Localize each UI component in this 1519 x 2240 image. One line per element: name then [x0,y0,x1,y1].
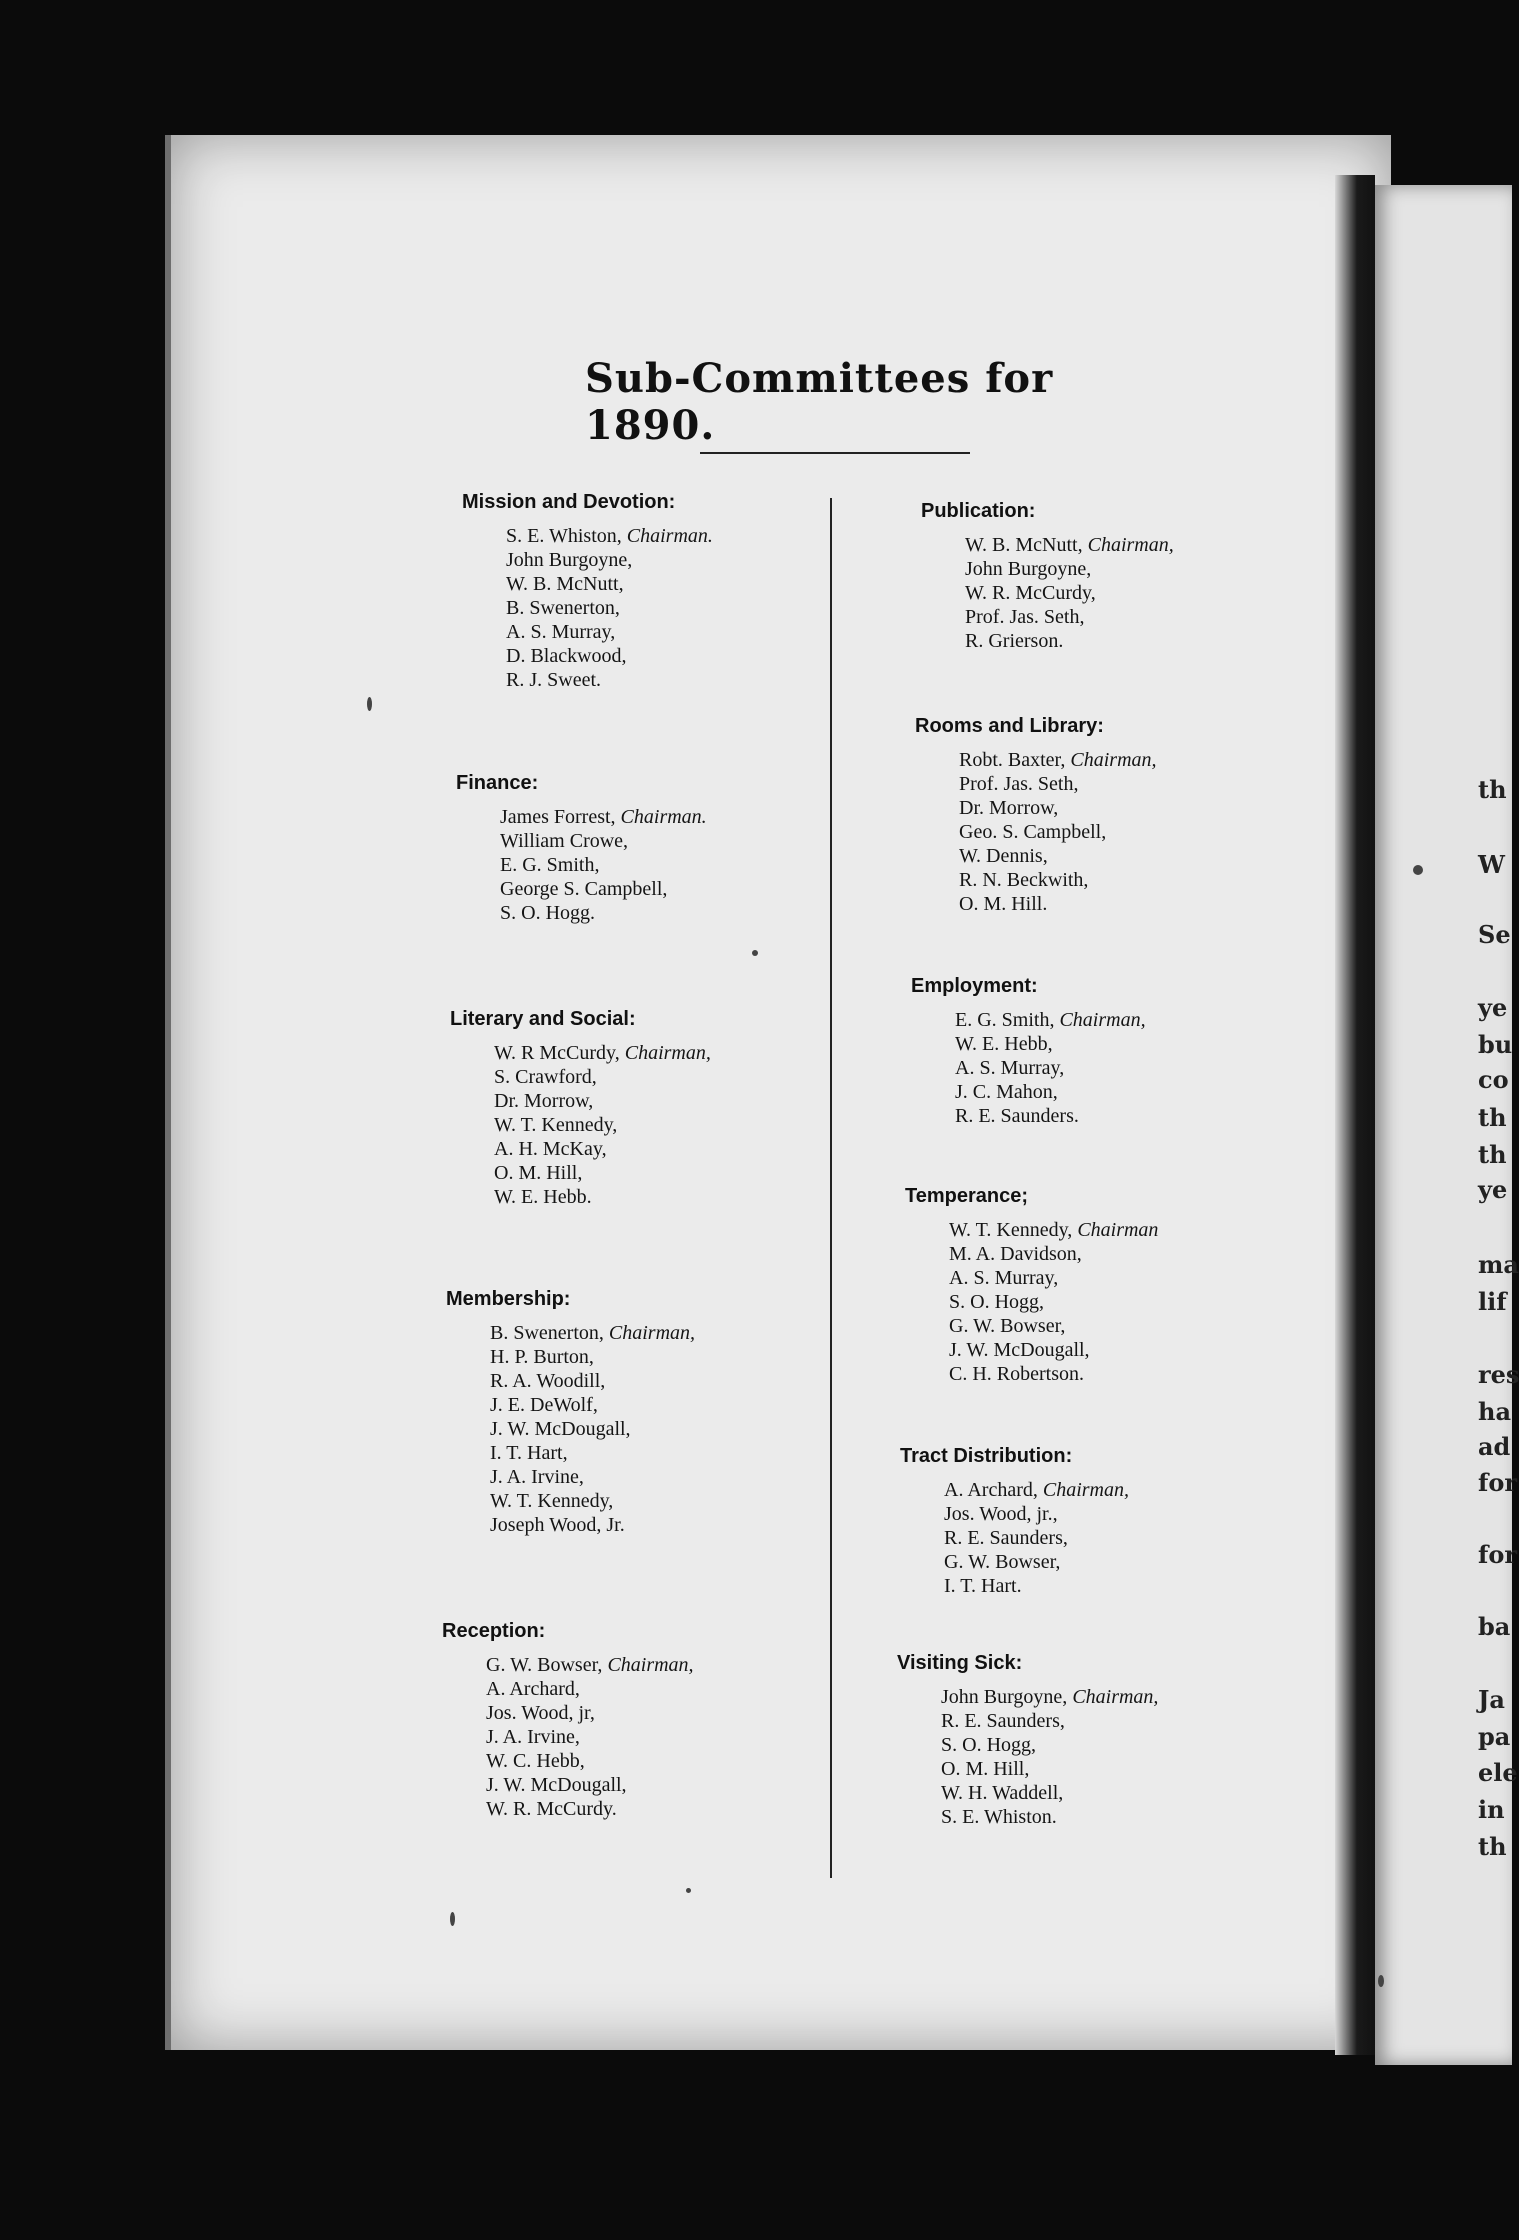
member-name: J. A. Irvine, [490,1466,584,1488]
member-entry [494,1113,711,1137]
next-page-fragment: res [1478,1360,1519,1389]
member-entry [959,748,1157,772]
member-list [486,1653,694,1821]
member-list [494,1041,711,1209]
member-name: O. M. Hill, [494,1162,583,1184]
member-entry [955,1104,1146,1128]
member-name: A. H. McKay, [494,1138,607,1160]
member-entry [965,581,1174,605]
next-page-fragment: bu [1478,1030,1513,1059]
member-entry [959,868,1157,892]
member-list [955,1008,1146,1128]
member-entry [959,844,1157,868]
member-role: Chairman, [608,1322,696,1344]
member-entry [486,1677,694,1701]
next-page-fragment: ha [1478,1397,1511,1426]
paper-speck [686,1888,691,1893]
member-name: J. C. Mahon, [955,1081,1058,1103]
member-entry [959,820,1157,844]
member-name: W. H. Waddell, [941,1782,1064,1804]
member-name: B. Swenerton, [506,597,620,619]
member-entry [949,1338,1158,1362]
member-entry [949,1290,1158,1314]
member-name: R. Grierson. [965,630,1064,652]
member-entry [941,1709,1158,1733]
member-entry [494,1185,711,1209]
member-entry [965,605,1174,629]
member-entry [494,1065,711,1089]
member-entry [949,1362,1158,1386]
member-entry [506,644,713,668]
title-rule [700,452,970,454]
member-list [506,524,713,692]
committee-section [905,1185,1158,1386]
member-entry [494,1089,711,1113]
member-entry [506,572,713,596]
member-name: S. Crawford, [494,1066,597,1088]
committee-section [446,1288,695,1537]
member-name: E. G. Smith, [500,854,600,876]
next-page-fragment: pa [1478,1722,1511,1751]
member-entry [490,1393,695,1417]
member-entry [494,1041,711,1065]
member-name: W. T. Kennedy, [949,1219,1078,1241]
member-name: R. E. Saunders. [955,1105,1079,1127]
committee-section [462,491,713,692]
committee-heading: Mission and Devotion: [462,491,676,513]
member-entry [941,1781,1158,1805]
paper-speck [367,697,372,711]
member-name: Geo. S. Campbell, [959,821,1107,843]
member-role: Chairman, [1087,534,1174,556]
member-name: W. T. Kennedy, [494,1114,618,1136]
member-role: Chairman. [620,806,707,828]
member-name: J. W. McDougall, [949,1339,1090,1361]
committee-heading: Finance: [456,772,539,794]
next-page-fragment: ad [1478,1432,1511,1461]
member-entry [955,1032,1146,1056]
committee-heading: Employment: [911,975,1038,997]
next-page-fragment: lif [1478,1287,1507,1316]
member-name: G. W. Bowser, [949,1315,1066,1337]
committee-section [915,715,1157,916]
member-role: Chairman, [1059,1009,1146,1031]
committee-heading: Literary and Social: [450,1008,636,1030]
member-entry [941,1733,1158,1757]
member-entry [486,1725,694,1749]
member-name: Joseph Wood, Jr. [490,1514,625,1536]
member-name: W. Dennis, [959,845,1048,867]
next-page-fragment: in [1478,1795,1505,1824]
member-name: A. Archard, [486,1678,580,1700]
member-name: John Burgoyne, [941,1686,1073,1708]
member-list [490,1321,695,1537]
member-entry [949,1314,1158,1338]
member-name: A. S. Murray, [506,621,616,643]
member-name: O. M. Hill, [941,1758,1030,1780]
member-name: S. E. Whiston. [941,1806,1057,1828]
member-name: J. A. Irvine, [486,1726,580,1748]
member-entry [944,1574,1129,1598]
member-name: G. W. Bowser, [944,1551,1061,1573]
member-entry [506,620,713,644]
member-name: Jos. Wood, jr., [944,1503,1058,1525]
member-entry [486,1653,694,1677]
next-page-fragment: th [1478,1140,1507,1169]
member-entry [944,1478,1129,1502]
member-entry [500,877,707,901]
member-name: R. J. Sweet. [506,669,601,691]
member-name: William Crowe, [500,830,629,852]
column-divider [830,498,832,1878]
member-role: Chairman, [1070,749,1157,771]
member-name: Robt. Baxter, [959,749,1071,771]
member-name: M. A. Davidson, [949,1243,1082,1265]
member-entry [506,668,713,692]
member-entry [944,1550,1129,1574]
member-entry [955,1056,1146,1080]
member-name: H. P. Burton, [490,1346,594,1368]
member-name: R. A. Woodill, [490,1370,606,1392]
member-name: Jos. Wood, jr, [486,1702,595,1724]
committee-heading: Temperance; [905,1185,1029,1207]
committee-section [897,1652,1158,1829]
member-name: S. O. Hogg, [949,1291,1045,1313]
next-page-fragment: co [1478,1065,1509,1094]
next-page-fragment: th [1478,775,1507,804]
member-entry [965,557,1174,581]
member-entry [965,533,1174,557]
member-name: J. E. DeWolf, [490,1394,598,1416]
member-name: B. Swenerton, [490,1322,609,1344]
next-page-fragment: ba [1478,1612,1511,1641]
member-role: Chairman, [624,1042,711,1064]
member-name: R. E. Saunders, [941,1710,1065,1732]
member-name: W. R McCurdy, [494,1042,625,1064]
next-page-fragment: ele [1478,1758,1518,1787]
committee-heading: Tract Distribution: [900,1445,1073,1467]
book-gutter [1335,175,1375,2055]
member-name: W. C. Hebb, [486,1750,585,1772]
member-entry [965,629,1174,653]
committee-section [456,772,707,925]
next-page-fragment: ma [1478,1250,1519,1279]
member-entry [500,829,707,853]
member-name: S. O. Hogg, [941,1734,1037,1756]
member-entry [490,1417,695,1441]
committee-section [450,1008,711,1209]
member-name: E. G. Smith, [955,1009,1060,1031]
member-entry [941,1805,1158,1829]
member-name: W. T. Kennedy, [490,1490,614,1512]
member-entry [486,1797,694,1821]
member-name: Prof. Jas. Seth, [965,606,1085,628]
committee-heading: Membership: [446,1288,571,1310]
member-name: Dr. Morrow, [494,1090,594,1112]
member-role: Chairman. [626,525,713,547]
member-name: W. E. Hebb, [955,1033,1053,1055]
next-page-fragment: for [1478,1468,1517,1497]
member-list [965,533,1174,653]
next-page-fragment: Se [1478,920,1511,949]
member-role: Chairman, [607,1654,694,1676]
member-role: Chairman, [1072,1686,1159,1708]
committee-heading: Visiting Sick: [897,1652,1023,1674]
member-entry [955,1080,1146,1104]
member-name: Prof. Jas. Seth, [959,773,1079,795]
member-entry [490,1441,695,1465]
member-name: W. R. McCurdy, [965,582,1096,604]
member-name: J. W. McDougall, [490,1418,631,1440]
member-entry [944,1526,1129,1550]
member-name: S. E. Whiston, [506,525,627,547]
next-page-fragment: for [1478,1540,1517,1569]
member-name: Dr. Morrow, [959,797,1059,819]
next-page-fragment: W [1478,850,1505,879]
paper-speck [752,950,758,956]
member-entry [494,1161,711,1185]
paper-speck [450,1912,455,1926]
next-page-fragment: th [1478,1103,1507,1132]
member-entry [490,1489,695,1513]
member-name: R. N. Beckwith, [959,869,1089,891]
next-page-fragment: th [1478,1832,1507,1861]
member-entry [490,1321,695,1345]
member-entry [949,1266,1158,1290]
member-entry [486,1701,694,1725]
member-name: A. Archard, [944,1479,1043,1501]
member-name: J. W. McDougall, [486,1774,627,1796]
member-role: Chairman [1077,1219,1159,1241]
member-entry [500,853,707,877]
member-entry [506,596,713,620]
next-page-fragment: Ja [1478,1685,1505,1714]
member-list [944,1478,1129,1598]
next-page-fragment: ye [1478,993,1508,1022]
member-name: S. O. Hogg. [500,902,596,924]
member-name: R. E. Saunders, [944,1527,1068,1549]
member-entry [490,1465,695,1489]
member-entry [486,1749,694,1773]
member-name: W. E. Hebb. [494,1186,592,1208]
committee-heading: Reception: [442,1620,546,1642]
member-name: G. W. Bowser, [486,1654,608,1676]
member-entry [506,548,713,572]
member-entry [494,1137,711,1161]
member-entry [506,524,713,548]
committee-heading: Rooms and Library: [915,715,1104,737]
member-name: I. T. Hart, [490,1442,568,1464]
member-name: James Forrest, [500,806,621,828]
paper-speck [1413,865,1423,875]
member-entry [949,1218,1158,1242]
member-entry [959,892,1157,916]
member-role: Chairman, [1042,1479,1129,1501]
member-entry [500,805,707,829]
member-entry [959,772,1157,796]
member-list [949,1218,1158,1386]
member-name: W. R. McCurdy. [486,1798,617,1820]
member-entry [490,1369,695,1393]
member-entry [490,1345,695,1369]
next-page-fragment: ye [1478,1175,1508,1204]
member-name: John Burgoyne, [506,549,633,571]
member-name: O. M. Hill. [959,893,1048,915]
member-entry [949,1242,1158,1266]
member-name: George S. Campbell, [500,878,668,900]
member-name: W. B. McNutt, [965,534,1088,556]
member-entry [955,1008,1146,1032]
committee-heading: Publication: [921,500,1036,522]
member-list [941,1685,1158,1829]
committee-section [900,1445,1129,1598]
member-entry [500,901,707,925]
member-entry [490,1513,695,1537]
member-name: C. H. Robertson. [949,1363,1084,1385]
member-entry [941,1685,1158,1709]
member-name: A. S. Murray, [949,1267,1059,1289]
member-name: W. B. McNutt, [506,573,624,595]
member-entry [944,1502,1129,1526]
committee-section [442,1620,694,1821]
member-entry [941,1757,1158,1781]
paper-speck [1378,1975,1384,1987]
member-entry [959,796,1157,820]
member-name: John Burgoyne, [965,558,1092,580]
member-list [959,748,1157,916]
page-title: Sub-Committees for 1890. [585,355,1054,449]
member-name: D. Blackwood, [506,645,627,667]
member-entry [486,1773,694,1797]
committee-section [911,975,1146,1128]
member-name: A. S. Murray, [955,1057,1065,1079]
committee-section [921,500,1174,653]
member-list [500,805,707,925]
member-name: I. T. Hart. [944,1575,1022,1597]
